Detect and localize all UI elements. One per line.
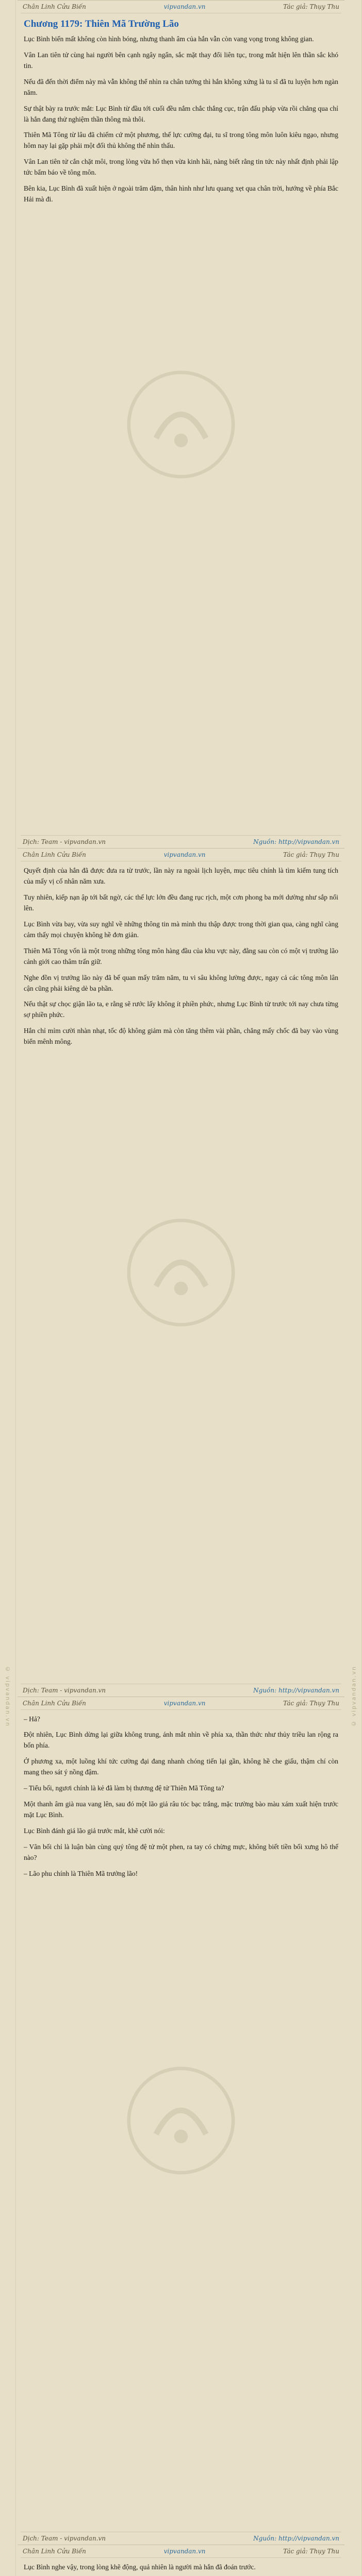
site-logo-watermark — [124, 368, 238, 481]
site-logo-watermark — [124, 1216, 238, 1329]
page-footer — [21, 835, 341, 848]
header-author: Tác giả: Thụy Thu — [283, 851, 339, 859]
paragraph: Đột nhiên, Lục Bình dừng lại giữa không trung, ánh mắt nhìn về phía xa, thần thức như thủy triều lan rộng ra bốn phía. — [24, 1731, 338, 1750]
page-body — [21, 2558, 341, 2576]
paragraph: Lục Bình nghe vậy, trong lòng khẽ động, quả nhiên là người mà hắn đã đoán trước. — [24, 2563, 256, 2571]
footer-source-link[interactable]: Nguồn: http://vipvandan.vn — [253, 2534, 339, 2542]
header-novel-title: Chân Linh Cửu Biến — [23, 2547, 86, 2555]
paragraph: Lục Bình vừa bay, vừa suy nghĩ về những thông tin mà mình thu thập được trong thời gian qua, càng nghĩ càng cảm thấy mọi chuyện không hề đơn giản. — [24, 920, 338, 939]
paragraph: Ở phương xa, một luồng khí tức cường đại đang nhanh chóng tiến lại gần, không hề che giấu, thậm chí còn mang theo sát ý nồng đậm. — [24, 1757, 338, 1776]
paragraph: Thiên Mã Tông từ lâu đã chiếm cứ một phương, thế lực cường đại, tu sĩ trong tông môn luôn kiêu ngạo, nhưng hôm nay lại gặp phải một đối thủ không thể nhìn thấu. — [24, 131, 338, 150]
side-watermark-text: © vipvandan.vn — [4, 1666, 11, 1727]
paragraph: Quyết định của hắn đã được đưa ra từ trước, lần này ra ngoài lịch luyện, mục tiêu chính là tìm kiếm tung tích của mấy vị cố nhân năm xưa. — [24, 867, 338, 886]
side-watermark-left — [0, 0, 16, 2576]
header-author: Tác giả: Thụy Thu — [283, 1699, 339, 1707]
site-logo-watermark — [124, 2064, 238, 2177]
header-site[interactable]: vipvandan.vn — [163, 851, 206, 859]
paragraph: – Hả? — [24, 1715, 40, 1723]
paragraph: Vân Lan tiên tử cùng hai người bên cạnh ngây ngẩn, sắc mặt thay đổi liên tục, trong mắt hiện lên thần sắc khó tin. — [24, 50, 338, 70]
footer-translator: Dịch: Team - vipvandan.vn — [23, 1686, 106, 1694]
chapter-title: Chương 1179: Thiên Mã Trường Lão — [24, 19, 179, 29]
paragraph: Bên kia, Lục Bình đã xuất hiện ở ngoài trăm dặm, thân hình như lưu quang xẹt qua chân trời, hướng về phía Bắc Hải mà đi. — [24, 184, 338, 204]
paragraph: – Vãn bối chỉ là luận bàn cùng quý tông đệ tử một phen, ra tay có chừng mực, không biết tiền bối xưng hô thế nào? — [24, 1842, 338, 1861]
paragraph: Tuy nhiên, kiếp nạn ập tới bất ngờ, các thế lực lớn đều đang rục rịch, một cơn phong ba mới dường như sắp nổi lên. — [24, 893, 338, 912]
header-novel-title: Chân Linh Cửu Biến — [23, 851, 86, 859]
page-footer — [21, 1684, 341, 1697]
page-header — [21, 849, 341, 861]
paragraph: Lục Bình đánh giá lão giả trước mắt, khẽ cười nói: — [24, 1826, 165, 1835]
footer-source-link[interactable]: Nguồn: http://vipvandan.vn — [253, 1686, 339, 1694]
page-body — [21, 861, 341, 1056]
page-frame — [18, 2545, 344, 2576]
page-body — [21, 1710, 341, 1888]
paragraph: Hắn chỉ mỉm cười nhàn nhạt, tốc độ không giảm mà còn tăng thêm vài phần, chẳng mấy chốc đã bay vào vùng biển mênh mông. — [24, 1027, 338, 1046]
page-footer — [21, 2532, 341, 2545]
paragraph: Nếu đã đến thời điểm này mà vẫn không thể nhìn ra chân tướng thì hắn không xứng là tu sĩ đã tu luyện hơn ngàn năm. — [24, 77, 338, 96]
header-novel-title: Chân Linh Cửu Biến — [23, 3, 86, 10]
paragraph: Thiên Mã Tông vốn là một trong những tông môn hàng đầu của khu vực này, đằng sau còn có một vị trưởng lão cảnh giới cao thâm trấn giữ. — [24, 946, 338, 965]
page-body — [21, 13, 341, 213]
side-watermark-right — [346, 0, 362, 2576]
paragraph: Nghe đồn vị trưởng lão này đã bế quan mấy trăm năm, tu vi sâu không lường được, ngay cả các tông môn lân cận cũng phải kiêng dè ba phần. — [24, 973, 338, 992]
page-frame — [18, 848, 344, 1696]
header-novel-title: Chân Linh Cửu Biến — [23, 1699, 86, 1707]
header-author: Tác giả: Thụy Thu — [283, 2547, 339, 2555]
footer-translator: Dịch: Team - vipvandan.vn — [23, 838, 106, 846]
page-header — [21, 2545, 341, 2558]
page-frame — [18, 0, 344, 848]
paragraph: Nếu thật sự chọc giận lão ta, e rằng sẽ rước lấy không ít phiền phức, nhưng Lục Bình từ trước tới nay chưa từng sợ phiền phức. — [24, 1000, 338, 1019]
side-watermark-text: © vipvandan.vn — [350, 1666, 357, 1727]
footer-source-link[interactable]: Nguồn: http://vipvandan.vn — [253, 838, 339, 846]
paragraph: Lục Bình biến mất không còn hình bóng, nhưng thanh âm của hắn vẫn còn vang vọng trong không gian. — [24, 35, 314, 43]
paragraph: – Tiểu bối, ngươi chính là kẻ đã làm bị thương đệ tử Thiên Mã Tông ta? — [24, 1784, 224, 1792]
footer-translator: Dịch: Team - vipvandan.vn — [23, 2534, 106, 2542]
header-site[interactable]: vipvandan.vn — [163, 3, 206, 10]
header-author: Tác giả: Thụy Thu — [283, 3, 339, 10]
header-site[interactable]: vipvandan.vn — [163, 2547, 206, 2555]
page-frame — [18, 1697, 344, 2545]
paragraph: – Lão phu chính là Thiên Mã trưởng lão! — [24, 1869, 138, 1877]
page-header — [21, 1697, 341, 1710]
paragraph: Vân Lan tiên tử cắn chặt môi, trong lòng vừa hổ thẹn vừa kinh hãi, nàng biết rằng tin tức này nhất định phải lập tức bẩm báo về tông môn. — [24, 158, 338, 177]
page-header — [21, 1, 341, 13]
paragraph: Một thanh âm già nua vang lên, sau đó một lão giả râu tóc bạc trắng, mặc trường bào màu xám xuất hiện trước mặt Lục Bình. — [24, 1800, 338, 1819]
header-site[interactable]: vipvandan.vn — [163, 1699, 206, 1707]
paragraph: Sự thật bày ra trước mắt: Lục Bình từ đầu tới cuối đều nắm chắc thắng cục, trận đấu pháp vừa rồi chẳng qua chỉ là hắn đang thử nghiệm thần thông mà thôi. — [24, 104, 338, 123]
document-page — [18, 0, 344, 2576]
